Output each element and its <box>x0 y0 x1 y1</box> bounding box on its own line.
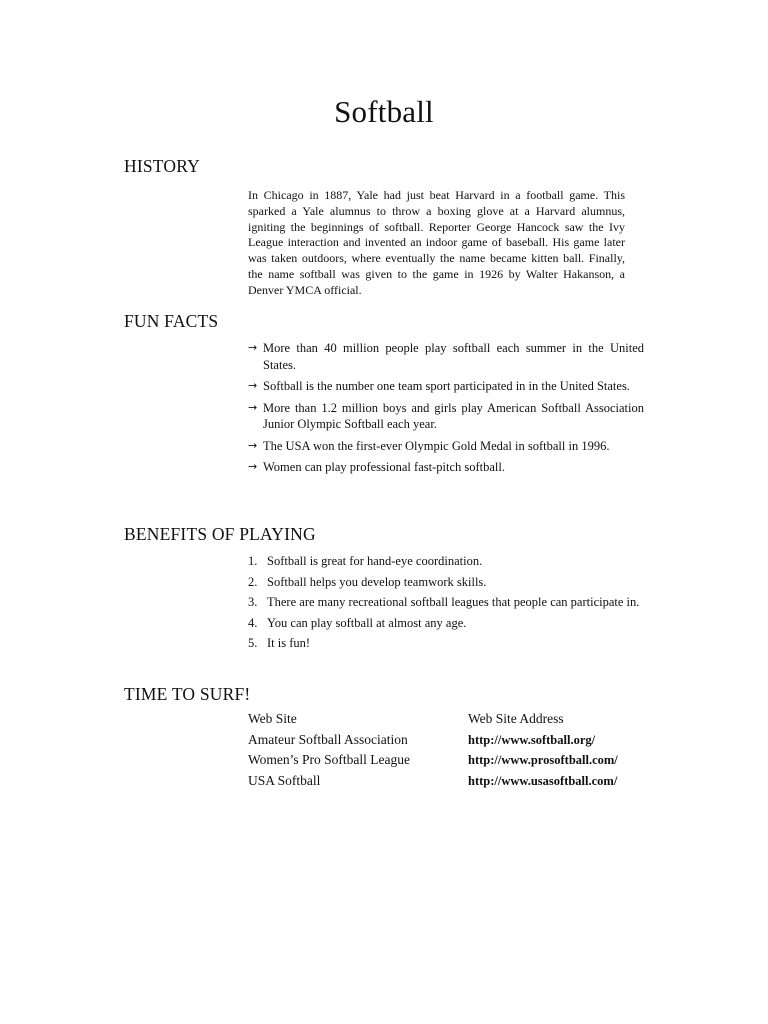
surf-heading: TIME TO SURF! <box>124 684 251 704</box>
table-row <box>248 773 618 794</box>
fun-fact-item <box>248 340 644 373</box>
websites-table <box>248 711 618 794</box>
right-arrow-icon: → <box>248 341 258 354</box>
right-arrow-icon: → <box>248 438 258 452</box>
site-name: USA Softball <box>248 773 321 789</box>
benefit-item <box>248 615 644 632</box>
benefits-heading: BENEFITS OF PLAYING <box>124 524 316 544</box>
fun-fact-text: The USA won the first-ever Olympic Gold Medal in softball in 1996. <box>263 438 610 453</box>
benefit-text: Softball helps you develop teamwork skills. <box>267 574 487 589</box>
benefit-item <box>248 574 644 591</box>
benefit-number: 5. <box>248 636 258 650</box>
benefit-text: There are many recreational softball leagues that people can participate in. <box>267 595 640 609</box>
fun-facts-heading: FUN FACTS <box>124 311 219 331</box>
site-url-link[interactable]: http://www.softball.org/ <box>468 732 596 747</box>
site-url-cell <box>468 732 618 753</box>
benefit-number: 2. <box>248 574 258 589</box>
column-header-web-site-address: Web Site Address <box>468 711 564 726</box>
site-url-link[interactable]: http://www.prosoftball.com/ <box>468 753 618 768</box>
history-paragraph: In Chicago in 1887, Yale had just beat Harvard in a football game. This sparked a Yale alumnus to throw a boxing glove at a Harvard alumnus, igniting the beginnings of softball. Reporter George Hancock saw the Ivy League interaction and invented an indoor game of baseball. His game later was taken outdoors, where eventually the name became kitten ball. Finally, the name softball was given to the game in 1926 by Walter Hakanson, a Denver YMCA official. <box>248 188 625 297</box>
fun-fact-text: Women can play professional fast-pitch softball. <box>263 460 505 474</box>
fun-fact-text: More than 1.2 million boys and girls play American Softball Association Junior Olympic Softball each year. <box>263 400 644 431</box>
table-row <box>248 732 618 753</box>
table-row <box>248 752 618 773</box>
column-header-web-site: Web Site <box>248 711 297 726</box>
right-arrow-icon: → <box>248 400 258 414</box>
site-url-link[interactable]: http://www.usasoftball.com/ <box>468 774 618 789</box>
benefit-number: 3. <box>248 595 258 609</box>
benefit-text: Softball is great for hand-eye coordination. <box>267 554 483 568</box>
site-name: Women’s Pro Softball League <box>248 752 411 768</box>
benefit-number: 4. <box>248 615 258 630</box>
benefit-text: You can play softball at almost any age. <box>267 615 467 630</box>
fun-fact-item <box>248 459 644 476</box>
benefits-list <box>248 553 644 656</box>
fun-fact-text: More than 40 million people play softball each summer in the United States. <box>263 341 644 372</box>
right-arrow-icon: → <box>248 379 258 392</box>
benefit-item <box>248 635 644 652</box>
fun-fact-text: Softball is the number one team sport participated in in the United States. <box>263 379 630 393</box>
benefit-text: It is fun! <box>267 636 311 650</box>
history-heading: HISTORY <box>124 156 200 176</box>
page-title: Softball <box>334 94 434 129</box>
benefit-item <box>248 553 644 570</box>
table-header-row <box>248 711 618 732</box>
benefit-number: 1. <box>248 554 258 568</box>
fun-fact-item <box>248 400 644 433</box>
site-url-cell <box>468 752 618 773</box>
site-name: Amateur Softball Association <box>248 731 408 747</box>
right-arrow-icon: → <box>248 460 258 473</box>
site-url-cell <box>468 773 618 794</box>
fun-fact-item <box>248 378 644 395</box>
fun-fact-item <box>248 438 644 455</box>
fun-facts-list <box>248 340 644 481</box>
benefit-item <box>248 594 644 611</box>
